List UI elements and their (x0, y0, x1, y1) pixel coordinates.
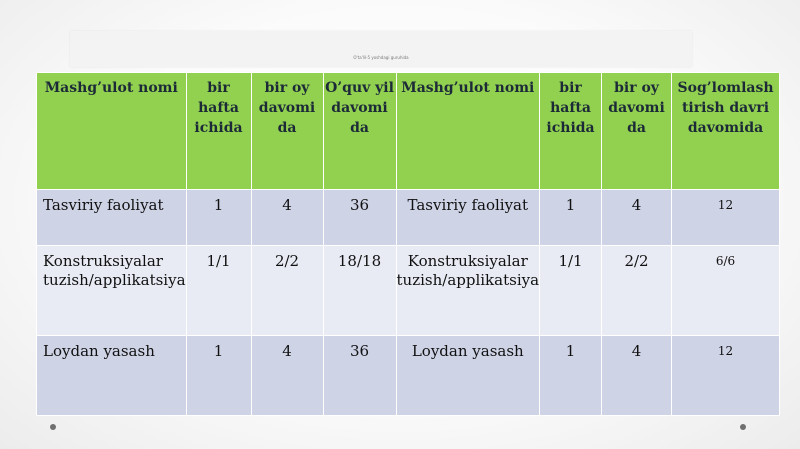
header-cell: bir oy davomi da (251, 73, 323, 190)
table-row (37, 190, 780, 246)
header-cell: bir oy davomi da (602, 73, 672, 190)
table-cell: 1 (186, 336, 251, 416)
bullet-dot-right (740, 424, 746, 430)
header-cell: Mashg’ulot nomi (396, 73, 540, 190)
table-cell: Tasviriy faoliyat (396, 190, 540, 246)
header-cell: bir hafta ichida (186, 73, 251, 190)
table-cell: 4 (602, 190, 672, 246)
schedule-table (36, 72, 780, 416)
table-cell: 1/1 (186, 246, 251, 336)
header-cell: O’quv yil davomi da (323, 73, 396, 190)
title-banner (70, 31, 692, 67)
table-cell: Tasviriy faoliyat (37, 190, 187, 246)
table-cell: 12 (672, 190, 780, 246)
table-cell: 4 (251, 190, 323, 246)
banner-title: O'ta'lil-5 yoshdagi guruhida (353, 55, 409, 60)
table-cell: 4 (251, 336, 323, 416)
table-cell: Loydan yasash (37, 336, 187, 416)
table-cell: Konstruksiyalar tuzish/applikatsiya (37, 246, 187, 336)
header-cell: Sog’lomlash tirish davri davomida (672, 73, 780, 190)
table-cell: 1 (540, 336, 602, 416)
table-cell: Loydan yasash (396, 336, 540, 416)
table-cell: 6/6 (672, 246, 780, 336)
bullet-dot-left (50, 424, 56, 430)
header-row (37, 73, 780, 190)
table-cell: 36 (323, 190, 396, 246)
table-row (37, 246, 780, 336)
table-cell: 1/1 (540, 246, 602, 336)
table-cell: Konstruksiyalar tuzish/applikatsiya (396, 246, 540, 336)
table-cell: 1 (540, 190, 602, 246)
table-cell: 2/2 (602, 246, 672, 336)
table-cell: 12 (672, 336, 780, 416)
table-cell: 4 (602, 336, 672, 416)
table-row (37, 336, 780, 416)
header-cell: bir hafta ichida (540, 73, 602, 190)
table-cell: 18/18 (323, 246, 396, 336)
table-cell: 36 (323, 336, 396, 416)
header-cell: Mashg’ulot nomi (37, 73, 187, 190)
table-cell: 2/2 (251, 246, 323, 336)
table-cell: 1 (186, 190, 251, 246)
